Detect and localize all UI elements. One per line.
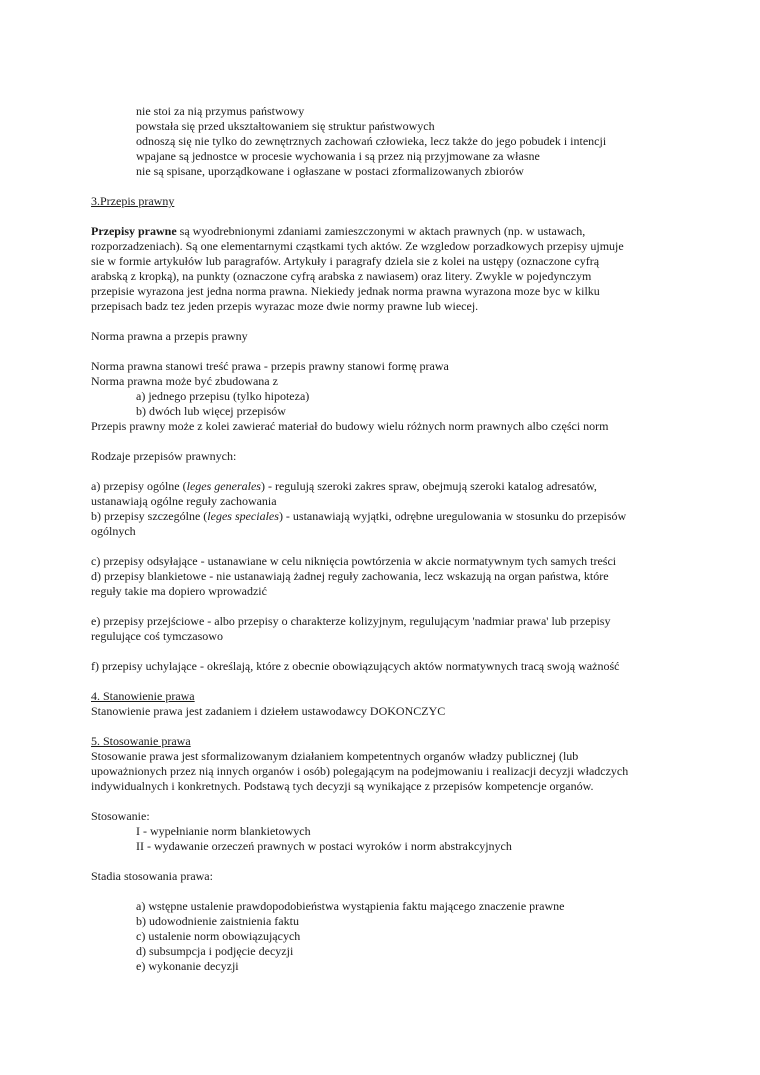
list-item: e) wykonanie decyzji — [136, 959, 239, 973]
latin-term: leges generales — [186, 479, 261, 493]
type-item-b — [91, 509, 681, 524]
paragraph-line: upoważnionych przez nią innych organów i osób) polegającym na podejmowaniu i realizacji decyzji władczych — [91, 764, 629, 778]
subheading-rodzaje-przepisow: Rodzaje przepisów prawnych: — [91, 449, 237, 463]
type-item-e-cont: regulujące coś tymczasowo — [91, 629, 223, 643]
list-item: b) dwóch lub więcej przepisów — [136, 404, 286, 418]
type-text: ) - regulują szeroki zakres spraw, obejmują szeroki katalog adresatów, — [260, 479, 597, 493]
section-heading-przepis-prawny: 3.Przepis prawny — [91, 194, 175, 208]
list-item: a) jednego przepisu (tylko hipoteza) — [136, 389, 310, 403]
subheading-stosowanie: Stosowanie: — [91, 809, 150, 823]
list-item: b) udowodnienie zaistnienia faktu — [136, 914, 299, 928]
subheading-norma-a-przepis: Norma prawna a przepis prawny — [91, 329, 248, 343]
type-text: a) przepisy ogólne ( — [91, 479, 187, 493]
paragraph-line: Norma prawna stanowi treść prawa - przepis prawny stanowi formę prawa — [91, 359, 449, 373]
definition-term: Przepisy prawne — [91, 224, 177, 238]
document-page — [91, 104, 681, 974]
type-item-e: e) przepisy przejściowe - albo przepisy o charakterze kolizyjnym, regulującym 'nadmiar prawa' lub przepisy — [91, 614, 611, 628]
definition-line — [91, 224, 681, 239]
section-heading-stosowanie-prawa: 5. Stosowanie prawa — [91, 734, 191, 748]
type-item-c: c) przepisy odsyłające - ustanawiane w celu niknięcia powtórzenia w akcie normatywnym tych samych treści — [91, 554, 617, 568]
definition-text: są wyodrebnionymi zdaniami zamieszczonymi w aktach prawnych (np. w ustawach, — [176, 224, 586, 238]
paragraph-line: indywidualnych i konkretnych. Podstawą tych decyzji są wynikające z przepisów kompetencje organów. — [91, 779, 594, 793]
list-item: nie są spisane, uporządkowane i ogłaszane w postaci zformalizowanych zbiorów — [136, 164, 524, 178]
definition-line: przepisach badz tez jeden przepis wyrazac moze dwie normy prawne lub wiecej. — [91, 299, 479, 313]
paragraph-line: Stanowienie prawa jest zadaniem i dziełem ustawodawcy DOKONCZYC — [91, 704, 446, 718]
type-item-a — [91, 479, 681, 494]
definition-line: sie w formie artykułów lub paragrafów. Artykuły i paragrafy dziela sie z kolei na ustępy (oznaczone cyfrą — [91, 254, 600, 268]
paragraph-line: Norma prawna może być zbudowana z — [91, 374, 278, 388]
przepisy-definition — [91, 224, 681, 314]
definition-line: arabską z kropką), na punkty (oznaczone cyfrą arabska z nawiasem) oraz litery. Zwykle w pojedynczym — [91, 269, 592, 283]
list-item: odnoszą się nie tylko do zewnętrznych zachowań człowieka, lecz także do jego pobudek i intencji — [136, 134, 607, 148]
section-heading-stanowienie-prawa: 4. Stanowienie prawa — [91, 689, 195, 703]
list-item: powstała się przed ukształtowaniem się struktur państwowych — [136, 119, 435, 133]
type-item-d-cont: reguły takie ma dopiero wprowadzić — [91, 584, 267, 598]
type-item-a-cont: ustanawiają ogólne reguły zachowania — [91, 494, 277, 508]
type-item-f: f) przepisy uchylające - określają, które z obecnie obowiązujących aktów normatywnych tracą swoją ważność — [91, 659, 620, 673]
definition-line: rozporzadzeniach). Są one elementarnymi cząstkami tych aktów. Ze wzgledow porzadkowych przepisy ujmuje — [91, 239, 624, 253]
list-item: II - wydawanie orzeczeń prawnych w postaci wyroków i norm abstrakcyjnych — [136, 839, 512, 853]
type-item-b-cont: ogólnych — [91, 524, 136, 538]
list-item: a) wstępne ustalenie prawdopodobieństwa wystąpienia faktu mającego znaczenie prawne — [136, 899, 565, 913]
intro-list — [91, 104, 681, 179]
list-item: nie stoi za nią przymus państwowy — [136, 104, 305, 118]
type-item-d: d) przepisy blankietowe - nie ustanawiają żadnej reguły zachowania, lecz wskazują na organ państwa, które — [91, 569, 609, 583]
list-item: wpajane są jednostce w procesie wychowania i są przez nią przyjmowane za własne — [136, 149, 540, 163]
list-item: I - wypełnianie norm blankietowych — [136, 824, 311, 838]
type-text: ) - ustanawiają wyjątki, odrębne uregulowania w stosunku do przepisów — [278, 509, 627, 523]
definition-line: przepisie wyrazona jest jedna norma prawna. Niekiedy jednak norma prawna wyrazona moze byc w kilku — [91, 284, 600, 298]
list-item: d) subsumpcja i podjęcie decyzji — [136, 944, 294, 958]
paragraph-line: Przepis prawny może z kolei zawierać materiał do budowy wielu różnych norm prawnych albo części norm — [91, 419, 609, 433]
latin-term: leges speciales — [207, 509, 279, 523]
paragraph-line: Stosowanie prawa jest sformalizowanym działaniem kompetentnych organów władzy publicznej (lub — [91, 749, 579, 763]
subheading-stadia: Stadia stosowania prawa: — [91, 869, 213, 883]
list-item: c) ustalenie norm obowiązujących — [136, 929, 301, 943]
type-text: b) przepisy szczególne ( — [91, 509, 208, 523]
